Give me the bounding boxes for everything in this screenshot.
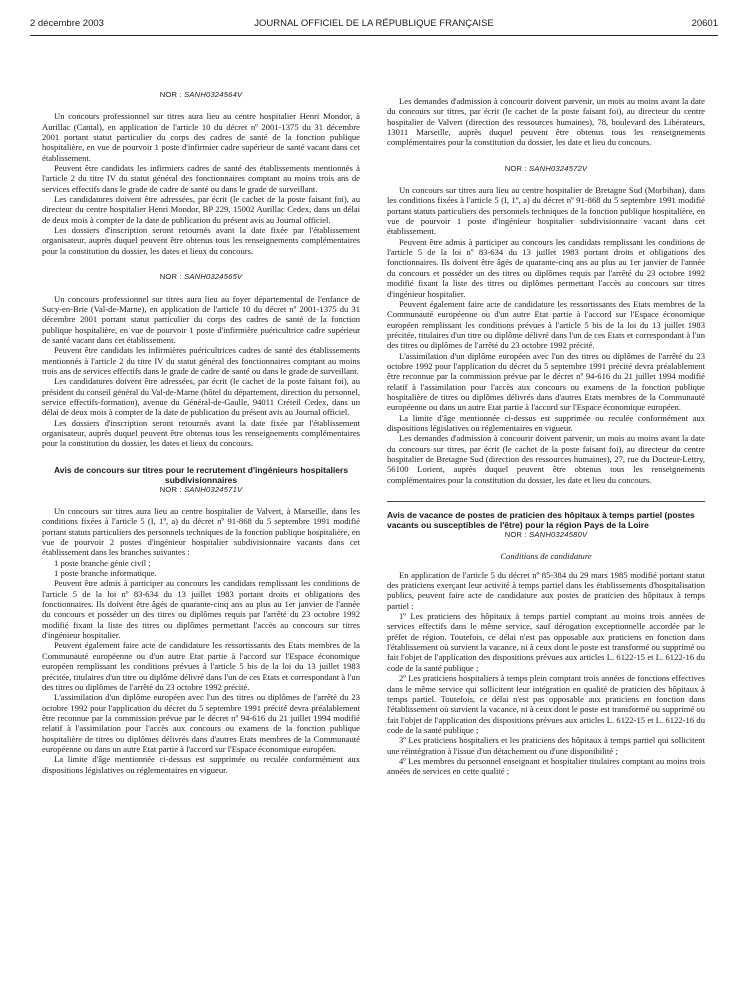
paragraph: Peuvent être candidats les infirmiers cadres de santé des établissements mentionnés à l'article 2 du titre IV du statut général des fonctionnaires comptant au moins trois ans de services effectifs dans le grade de cadre de santé ou dans le grade de surveillant.: [42, 163, 360, 194]
nor-code: SANH0324580V: [529, 530, 588, 540]
section-heading: Avis de vacance de postes de praticien des hôpitaux à temps partiel (postes vacants ou susceptibles de l'être) pour la région Pays de la Loire: [387, 510, 695, 531]
paragraph: La limite d'âge mentionnée ci-dessus est supprimée ou reculée conformément aux dispositions législatives ou réglementaires en vigueur.: [387, 412, 705, 433]
nor-reference: NOR : SANH0324565V: [159, 272, 243, 282]
nor-code: SANH0324564V: [184, 90, 243, 99]
paragraph: Les dossiers d'inscription seront retournés avant la date fixée par l'établissement organisateur, auprès duquel peuvent être obtenus tous les renseignements complémentaires pour la constitution du dossier, les dates et lieux du concours.: [42, 417, 360, 449]
paragraph: 4º Les membres du personnel enseignant et hospitalier titulaires comptant au moins trois années de services en cette qualité ;: [387, 755, 705, 777]
paragraph: Un concours sur titres aura lieu au centre hospitalier de Valvert, à Marseille, dans les conditions fixées à l'article 5 (I, 1º, a) du décret nº 91-868 du 5 septembre 1991 modifié portant statuts particuliers des personnels techniques de la fonction publique hospitalière, en vue de pourvoir 2 postes d'ingénieur hospitalier subdivisionnaire vacants dans cet établissement dans les branches suivantes :: [42, 506, 360, 558]
header-journal-title: JOURNAL OFFICIEL DE LA RÉPUBLIQUE FRANÇAISE: [254, 18, 494, 29]
nor-code: SANH0324571V: [184, 484, 243, 494]
section-divider: [387, 501, 705, 502]
page-header: [30, 18, 718, 32]
paragraph: 2º Les praticiens hospitaliers à temps plein comptant trois années de fonctions effectives dans le même service qui sollicitent leur intégration en qualité de praticien des hôpitaux à temps partiel. Toutefois, ce délai n'est pas opposable aux praticiens en fonction dans l'établissement où survient la vacance, ni à ceux dont le poste est transformé ou supprimé ou fait l'objet de l'application des dispositions prévues aux articles L. 6122-15 et L. 6122-16 du code de la santé publique ;: [387, 673, 705, 735]
paragraph: L'assimilation d'un diplôme européen avec l'un des titres ou diplômes de l'arrêté du 23 octobre 1992 pour l'application du décret du 5 septembre 1991 précité devra préalablement être reconnue par la commission prévue par le décret nº 94-616 du 21 juillet 1994 modifié relatif à l'assimilation pour l'accès aux concours ou examens de la fonction publique hospitalière de titres ou diplômes délivrés dans d'autres Etats membres de la Communauté européenne ou dans un autre Etat partie à l'accord sur l'Espace économique européen.: [387, 350, 705, 413]
paragraph: Un concours professionnel sur titres aura lieu au foyer départemental de l'enfance de Sucy-en-Brie (Val-de-Marne), en application de l'article 10 du décret nº 2001-1375 du 31 décembre 2001 portant statut particulier du corps des cadres de santé de la fonction publique hospitalière, en vue de pourvoir 1 poste d'infirmière puéricultrice cadre supérieur de santé vacant dans cet établissement.: [42, 293, 360, 345]
paragraph: Peuvent être admis à participer au concours les candidats remplissant les conditions de l'article 5 de la loi nº 83-634 du 13 juillet 1983 portant droits et obligations des fonctionnaires. Ils doivent être âgés de quarante-cinq ans au plus au 1er janvier de l'année du concours et posséder un des titres ou diplômes requis par l'arrêté du 23 octobre 1992 modifié fixant la liste des titres ou diplômes permettant l'accès au concours sur titres d'ingénieur hospitalier.: [42, 578, 360, 641]
list-item: 1 poste branche informatique.: [54, 568, 157, 579]
paragraph: Les dossiers d'inscription seront retournés avant la date fixée par l'établissement organisateur, auprès duquel peuvent être obtenus tous les renseignements complémentaires pour la constitution du dossier, les dates et lieux du concours.: [42, 225, 360, 256]
header-rule: [30, 35, 718, 36]
nor-code: SANH0324565V: [184, 272, 243, 282]
subheading-conditions: Conditions de candidature: [500, 551, 592, 562]
nor-reference: NOR : SANH0324572V: [504, 163, 588, 173]
paragraph: Peuvent être candidats les infirmières puéricultrices cadres de santé des établissements mentionnés à l'article 2 du titre IV du statut général des fonctionnaires comptant au moins trois ans de services effectifs dans le grade de cadre de santé ou dans le grade de surveillant.: [42, 345, 360, 376]
left-column: [42, 90, 360, 775]
right-column: [387, 96, 705, 777]
paragraph: Un concours professionnel sur titres aura lieu au centre hospitalier Henri Mondor, à Aurillac (Cantal), en application de l'article 10 du décret nº 2001-1375 du 31 décembre 2001 portant statut particulier du corps des cadres de santé de la fonction publique hospitalière, en vue de pourvoir 1 poste d'infirmier cadre supérieur de santé vacant dans cet établissement.: [42, 111, 360, 163]
header-date: 2 décembre 2003: [30, 18, 104, 29]
paragraph: Un concours sur titres aura lieu au centre hospitalier de Bretagne Sud (Morbihan), dans les conditions fixées à l'article 5 (I, 1º, a) du décret nº 91-868 du 5 septembre 1991 modifié portant statuts particuliers des personnels techniques de la fonction publique hospitalière, en vue de pourvoir 1 poste d'ingénieur hospitalier subdivisionnaire vacant dans cet établissement.: [387, 185, 705, 237]
paragraph: En application de l'article 5 du décret nº 85-384 du 29 mars 1985 modifié portant statut des praticiens exerçant leur activité à temps partiel dans les établissements d'hospitalisation publics, peuvent faire acte de candidature aux postes de praticien des hôpitaux à temps partiel :: [387, 569, 705, 611]
paragraph: 3º Les praticiens hospitaliers et les praticiens des hôpitaux à temps partiel qui sollicitent une réintégration à l'issue d'un détachement ou d'une disponibilité ;: [387, 735, 705, 756]
nor-reference: NOR : SANH0324564V: [159, 90, 243, 99]
paragraph: Les candidatures doivent être adressées, par écrit (le cachet de la poste faisant foi), au directeur du centre hospitalier Henri Mondor, BP 229, 15002 Aurillac Cedex, dans un délai de deux mois à compter de la date de publication du présent avis au Journal officiel.: [42, 194, 360, 225]
paragraph: Les demandes d'admission à concourir doivent parvenir, un mois au moins avant la date du concours sur titres, par écrit (le cachet de la poste faisant foi), au directeur du centre hospitalier de Bretagne Sud (direction des ressources humaines), 27, rue du Docteur-Lettry, 56100 Lorient, auprès duquel peuvent être obtenus tous les renseignements complémentaires pour la constitution du dossier, les date et lieu du concours.: [387, 433, 705, 485]
paragraph: 1º Les praticiens des hôpitaux à temps partiel comptant au moins trois années de services effectifs dans le même service, sauf dérogation exceptionnelle accordée par le préfet de région. Toutefois, ce délai n'est pas opposable aux praticiens en fonction dans l'établissement où survient la vacance, ni à ceux dont le poste est transformé ou supprimé ou fait l'objet de l'application des dispositions prévues aux articles L. 6122-15 et L. 6122-16 du code de la santé publique ;: [387, 611, 705, 673]
nor-code: SANH0324572V: [529, 163, 588, 173]
nor-reference: NOR : SANH0324580V: [504, 530, 588, 540]
header-page-number: 20601: [691, 18, 718, 29]
paragraph: L'assimilation d'un diplôme européen avec l'un des titres ou diplômes de l'arrêté du 23 octobre 1992 pour l'application du décret du 5 septembre 1991 précité devra préalablement être reconnue par la commission prévue par le décret nº 94-616 du 21 juillet 1994 modifié relatif à l'assimilation pour l'accès aux concours ou examens de la fonction publique hospitalière de titres ou diplômes délivrés dans d'autres Etats membres de la Communauté européenne ou dans un autre Etat partie à l'accord sur l'Espace économique européen.: [42, 692, 360, 754]
paragraph: Les demandes d'admission à concourir doivent parvenir, un mois au moins avant la date du concours sur titres, par écrit (le cachet de la poste faisant foi), au directeur du centre hospitalier de Valvert (direction des ressources humaines), 78, boulevard des Libérateurs, 13011 Marseille, auprès duquel peuvent être obtenus tous les renseignements complémentaires pour la constitution du dossier, les date et lieu du concours.: [387, 96, 705, 148]
list-item: 1 poste branche génie civil ;: [54, 557, 151, 568]
paragraph: Peuvent également faire acte de candidature les ressortissants des Etats membres de la Communauté européenne ou d'un autre Etat partie à l'accord sur l'Espace économique européen remplissant les conditions prévues à l'article 5 bis de la loi du 13 juillet 1983 précitée, titulaires d'un titre ou diplôme délivré dans l'un de ces Etats et correspondant à l'un des titres ou diplômes de l'arrêté du 23 octobre 1992 précité.: [387, 298, 705, 351]
paragraph: Les candidatures doivent être adressées, par écrit (le cachet de la poste faisant foi), au président du conseil général du Val-de-Marne (hôtel du département, direction du personnel, service effectifs-formation), avenue du Général-de-Gaulle, 94011 Créteil Cedex, dans un délai de deux mois à compter de la date de publication du présent avis au Journal officiel.: [42, 376, 360, 418]
paragraph: Peuvent être admis à participer au concours les candidats remplissant les conditions de l'article 5 de la loi nº 83-634 du 13 juillet 1983 portant droits et obligations des fonctionnaires. Ils doivent être âgés de quarante-cinq ans au plus au 1er janvier de l'année du concours et posséder un des titres ou diplômes requis par l'arrêté du 23 octobre 1992 modifié fixant la liste des titres ou diplômes permettant l'accès au concours sur titres d'ingénieur hospitalier.: [387, 236, 705, 299]
paragraph: La limite d'âge mentionnée ci-dessus est supprimée ou reculée conformément aux dispositions législatives ou réglementaires en vigueur.: [42, 754, 360, 775]
paragraph: Peuvent également faire acte de candidature les ressortissants des Etats membres de la Communauté européenne ou d'un autre Etat partie à l'accord sur l'Espace économique européen remplissant les conditions prévues à l'article 5 bis de la loi du 13 juillet 1983 précitée, titulaires d'un titre ou diplôme délivré dans l'un de ces Etats et correspondant à l'un des titres ou diplômes de l'arrêté du 23 octobre 1992 précité.: [42, 640, 360, 692]
section-heading: Avis de concours sur titres pour le recrutement d'ingénieurs hospitaliers subdivisionnaires: [53, 464, 349, 485]
nor-reference: NOR : SANH0324571V: [159, 484, 243, 494]
